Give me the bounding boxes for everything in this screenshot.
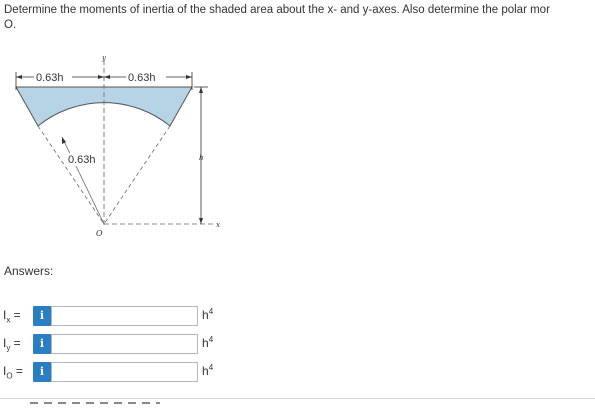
unit-label-io: $h^4$ (202, 363, 214, 378)
arrow-left-end (98, 75, 104, 79)
axis-label-x: x (216, 221, 220, 229)
dim-label-right: 0.63h (128, 72, 156, 84)
answer-input-iy[interactable] (51, 334, 198, 354)
answer-row-iy (3, 332, 243, 356)
radius-arrow (62, 137, 66, 144)
bottom-divider (0, 398, 595, 409)
answer-label-io: $I_O$ = (3, 364, 23, 381)
info-button-ix[interactable]: i (33, 306, 51, 326)
problem-figure (0, 50, 240, 250)
dim-label-left: 0.63h (36, 72, 64, 84)
unit-label-ix: $h^4$ (202, 307, 214, 322)
info-button-io[interactable]: i (33, 362, 51, 382)
cut-off-text (30, 402, 160, 404)
answer-row-io (3, 360, 243, 384)
unit-label-iy: $h^4$ (202, 335, 214, 350)
origin-label: O (96, 229, 103, 238)
question-line-1: Determine the moments of inertia of the shaded area about the x- and y-axes. Also determine the polar mor (4, 4, 550, 16)
answers-heading: Answers: (4, 264, 54, 278)
answer-input-io[interactable] (51, 362, 198, 382)
question-text (4, 3, 595, 33)
right-extension-line (104, 126, 170, 224)
answer-input-ix[interactable] (51, 306, 198, 326)
answer-row-ix (3, 304, 243, 328)
arrow-right-start (104, 75, 110, 79)
arrow-left-start (16, 75, 22, 79)
left-extension-line (38, 126, 104, 224)
arrow-right-end (186, 75, 192, 79)
arrow-height-top (199, 87, 203, 93)
dim-label-height: h (199, 154, 204, 162)
arrow-height-bottom (199, 218, 203, 224)
dim-label-radius: 0.63h (68, 154, 96, 166)
answer-label-iy: $I_y$ = (3, 336, 21, 353)
answer-label-ix: $I_x$ = (3, 308, 21, 325)
question-line-2: O. (4, 19, 17, 31)
info-button-iy[interactable]: i (33, 334, 51, 354)
axis-label-y: y (102, 54, 106, 62)
radius-line (62, 137, 104, 224)
